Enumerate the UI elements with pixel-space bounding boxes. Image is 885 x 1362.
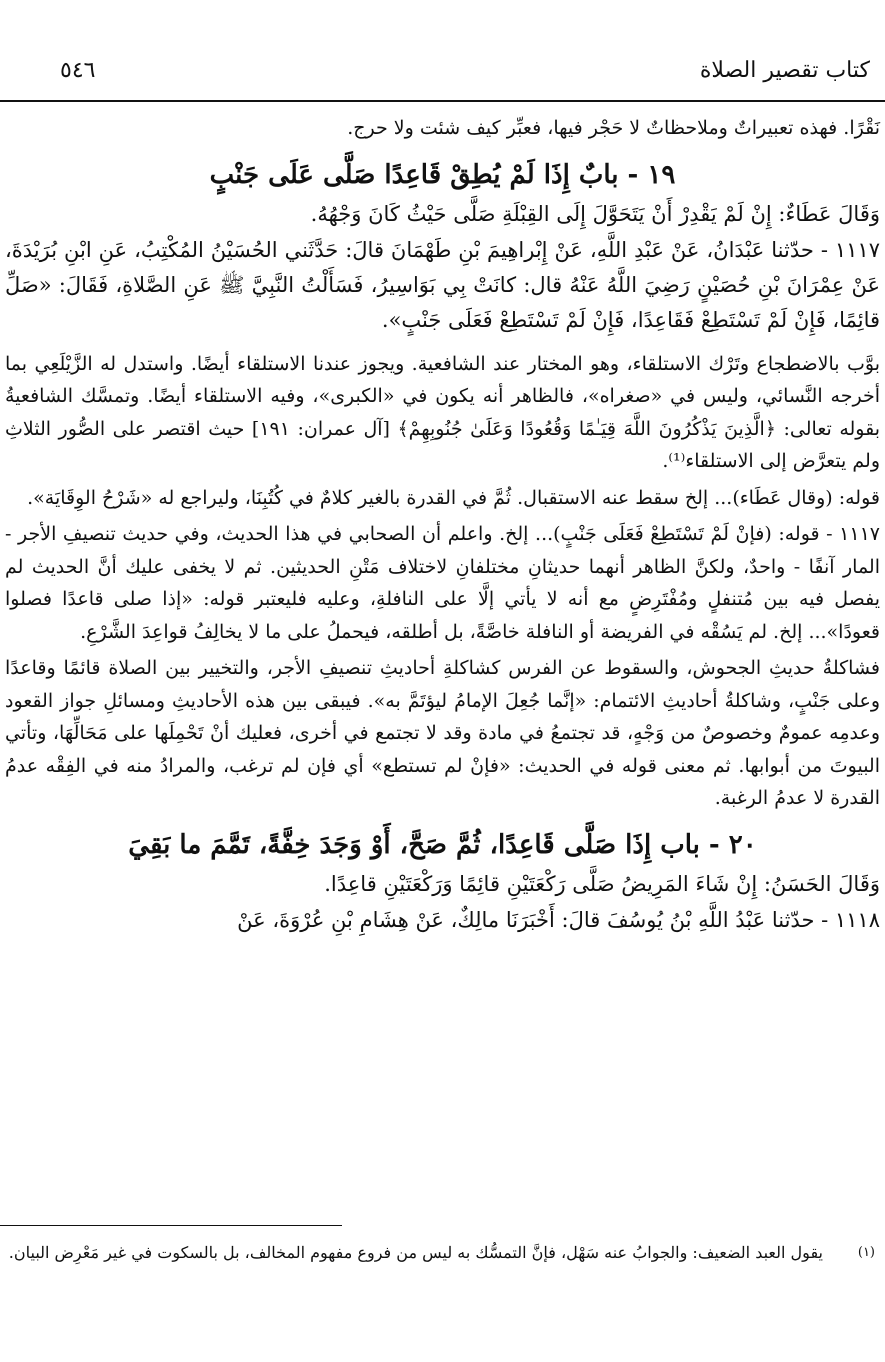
chapter-tarjama-19: وَقَالَ عَطَاءٌ: إِنْ لَمْ يَقْدِرْ أَنْ يَتَحَوَّلَ إِلَى القِبْلَةِ صَلَّى حَيْثُ كَانَ وَجْهُهُ. xyxy=(310,201,880,226)
footnote-rule xyxy=(0,1225,342,1226)
page-number: ٥٤٦ xyxy=(60,58,96,83)
page-header xyxy=(0,58,885,98)
hadith-1117: ١١١٧ - حدّثنا عَبْدَانُ، عَنْ عَبْدِ اللَّهِ، عَنْ إِبْراهِيمَ بْنِ طَهْمَانَ قالَ: حَدَّثَني الحُسَيْنُ المُكْتِبُ، عَنِ ابْنِ بُرَيْدَةَ، عَنْ عِمْرَانَ بْنِ حُصَيْنٍ رَضِيَ اللَّهُ عَنْهُ قال: كانَتْ بِي بَوَاسِيرُ، فَسَأَلْتُ النَّبِيَّ ﷺ عَنِ الصَّلاةِ، فَقَالَ: «صَلِّ قائِمًا، فَإِنْ لَمْ تَسْتَطِعْ فَقَاعِدًا، فَإِنْ لَمْ تَسْتَطِعْ فَعَلَى جَنْبٍ». xyxy=(5,237,880,332)
main-text xyxy=(0,112,885,938)
chapter-heading-19: ١٩ - بابٌ إِذَا لَمْ يُطِقْ قَاعِدًا صَلَّى عَلَى جَنْبٍ xyxy=(209,159,676,190)
chapter-heading-20: ٢٠ - باب إِذَا صَلَّى قَاعِدًا، ثُمَّ صَحَّ، أَوْ وَجَدَ خِفَّةً، تَمَّمَ ما بَقِيَ xyxy=(128,829,757,860)
book-title: كتاب تقصير الصلاة xyxy=(699,58,870,83)
commentary-paragraph-2: قوله: (وقال عَطَاء)... إلخ سقط عنه الاستقبال. ثُمَّ في القدرة بالغير كلامٌ في كُتُبِنَا، وليراجع له «شَرْحُ الوِقَايَة». xyxy=(27,486,880,509)
header-rule xyxy=(0,100,885,102)
commentary-paragraph-1: بوَّب بالاضطجاع وتَرْك الاستلقاء، وهو المختار عند الشافعية. ويجوز عندنا الاستلقاء أيضًا. واستدل له الزَّيْلَعِي بما أخرجه النَّسائي، وليس في «صغراه»، فالظاهر أنه يكون في «الكبرى»، وفيه الاستلقاء أيضًا. وتمسَّك الشافعيةُ بقوله تعالى: ﴿الَّذِينَ يَذْكُرُونَ اللَّهَ قِيَـٰمًا وَقُعُودًا وَعَلَىٰ جُنُوبِهِمْ﴾ [آل عمران: ١٩١] حيث اقتصر على الصُّور الثلاثِ ولم يتعرَّض إلى الاستلقاء⁽¹⁾. xyxy=(5,352,881,472)
commentary-paragraph-4: فشاكلةُ حديثِ الجحوش، والسقوط عن الفرس كشاكلةِ أحاديثِ تنصيفِ الأجر، والتخيير بين الصلاة قائمًا وقاعدًا وعلى جَنْبٍ، وشاكلةُ أحاديثِ الائتمام: «إنَّما جُعِلَ الإمامُ ليؤتَمَّ به». فيبقى بين هذه الأحاديثِ ومسائلِ جواز القعود وعدمِه عمومٌ وخصوصٌ من وَجْهٍ، قد تجتمعُ في مادة وقد لا تجتمع في أخرى، فعليك أنْ تَحْمِلَها على مَحَالِّهَا، وتأتي البيوتَ من أبوابها. ثم معنى قوله في الحديث: «فإنْ لم تستطع» أي فإن لم ترغب، والمرادُ منه في الفِقْه عدمُ القدرة لا عدمُ الرغبة. xyxy=(5,657,880,809)
hadith-1118: ١١١٨ - حدّثنا عَبْدُ اللَّهِ بْنُ يُوسُفَ قالَ: أَخْبَرَنَا مالِكٌ، عَنْ هِشَامِ بْنِ عُرْوَةَ، عَنْ xyxy=(237,907,880,932)
chapter-tarjama-20: وَقَالَ الحَسَنُ: إِنْ شَاءَ المَرِيضُ صَلَّى رَكْعَتَيْنِ قائِمًا وَرَكْعَتَيْنِ قاعِدًا. xyxy=(324,871,880,896)
footnote-text: يقول العبد الضعيف: والجوابُ عنه سَهْل، فإنَّ التمسُّك به ليس من فروع مفهوم المخالف، بل بالسكوت في غير مَعْرِض البيان. xyxy=(8,1243,823,1262)
footnote-marker: (١) xyxy=(857,1245,875,1260)
commentary-paragraph-3: ١١١٧ - قوله: (فإنْ لَمْ تَسْتَطِعْ فَعَلَى جَنْبٍ)... إلخ. واعلم أن الصحابي في هذا الحديث، وفي حديث تنصيفِ الأجر - المار آنفًا - واحدٌ، ولكنَّ الظاهر أنهما حديثانِ مختلفانِ لاختلاف مَتْنِ الحديثين. ثم لا يخفى عليك أنَّ الحديث لم يفصل فيه بين مُتنفلٍ ومُفْتَرِضٍ مع أنه لا يأتي إلَّا على النافلةِ، وعليه فليعتبر قوله: «إذا صلى قاعدًا فصلوا قعودًا»... إلخ. لم يَسُقْه في الفريضة أو النافلة خاصَّةً، بل أطلقه، فيحملُ على ما لا يخالِفُ قواعِدَ الشَّرْعِ. xyxy=(5,523,880,643)
footnote xyxy=(0,1238,885,1268)
intro-paragraph: نَقْرًا. فهذه تعبيراتٌ وملاحظاتٌ لا حَجْر فيها، فعبِّر كيف شئت ولا حرج. xyxy=(347,117,880,139)
